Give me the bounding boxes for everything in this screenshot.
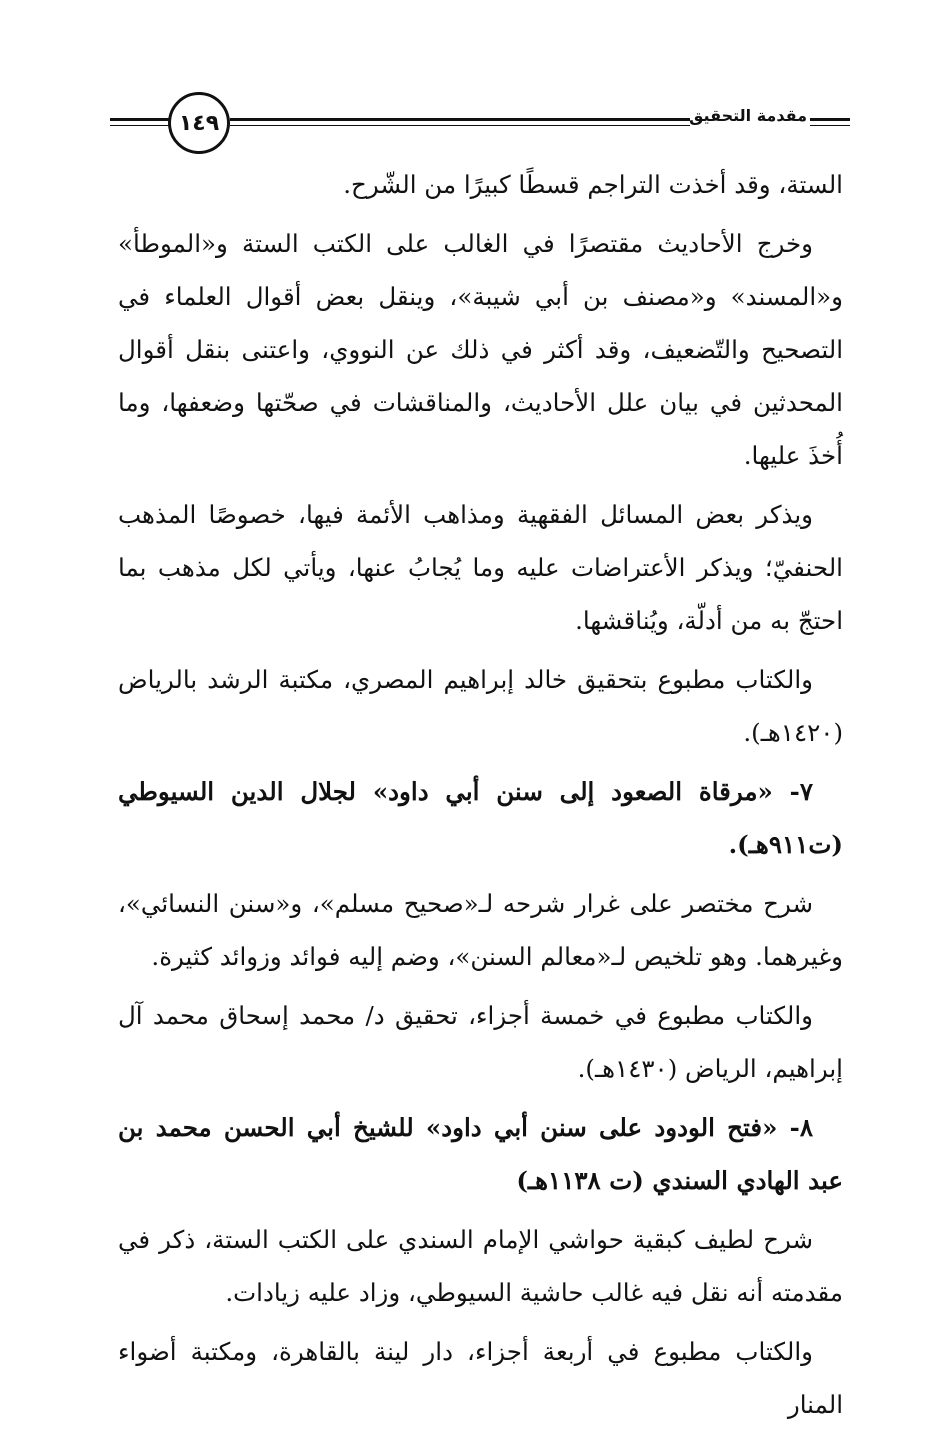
page-body	[118, 158, 843, 1437]
header-rule-right-thin	[810, 125, 850, 126]
paragraph: وخرج الأحاديث مقتصرًا في الغالب على الكتب الستة و«الموطأ» و«المسند» و«مصنف بن أبي شيبة»، وينقل بعض أقوال العلماء في التصحيح والتّضعيف، وقد أكثر في ذلك عن النووي، واعتنى بنقل أقوال المحدثين في بيان علل الأحاديث، والمناقشات في صحّتها وضعفها، وما أُخذَ عليها.	[118, 229, 843, 470]
header-rule-left-thin	[110, 125, 170, 126]
book-entry-heading: ٧- «مرقاة الصعود إلى سنن أبي داود» لجلال الدين السيوطي (ت٩١١هـ).	[118, 777, 843, 859]
paragraph: والكتاب مطبوع في خمسة أجزاء، تحقيق د/ محمد إسحاق محمد آل إبراهيم، الرياض (١٤٣٠هـ).	[118, 1001, 843, 1083]
header-rule-left	[110, 118, 170, 121]
header-rule-middle	[230, 118, 690, 121]
running-title: مقدمة التحقيق	[689, 106, 807, 125]
page-header	[110, 92, 850, 158]
paragraph: شرح لطيف كبقية حواشي الإمام السندي على الكتب الستة، ذكر في مقدمته أنه نقل فيه غالب حاشية السيوطي، وزاد عليه زيادات.	[118, 1225, 843, 1307]
paragraph: ويذكر بعض المسائل الفقهية ومذاهب الأئمة فيها، خصوصًا المذهب الحنفيّ؛ ويذكر الأعتراضات عليه وما يُجابُ عنها، ويأتي لكل مذهب بما احتجّ به من أدلّة، ويُناقشها.	[118, 500, 843, 635]
book-entry-heading: ٨- «فتح الودود على سنن أبي داود» للشيخ أبي الحسن محمد بن عبد الهادي السندي (ت ١١٣٨هـ)	[118, 1113, 843, 1195]
paragraph: الستة، وقد أخذت التراجم قسطًا كبيرًا من الشّرح.	[343, 170, 843, 199]
paragraph: شرح مختصر على غرار شرحه لـ«صحيح مسلم»، و«سنن النسائي»، وغيرهما. وهو تلخيص لـ«معالم السنن»، وضم إليه فوائد وزوائد كثيرة.	[118, 889, 843, 971]
header-rule-middle-thin	[230, 125, 690, 126]
paragraph: والكتاب مطبوع بتحقيق خالد إبراهيم المصري، مكتبة الرشد بالرياض (١٤٢٠هـ).	[118, 665, 843, 747]
page-number: ١٤٩	[168, 92, 230, 154]
header-rule-right	[810, 118, 850, 121]
paragraph: والكتاب مطبوع في أربعة أجزاء، دار لينة بالقاهرة، ومكتبة أضواء المنار	[118, 1337, 843, 1419]
